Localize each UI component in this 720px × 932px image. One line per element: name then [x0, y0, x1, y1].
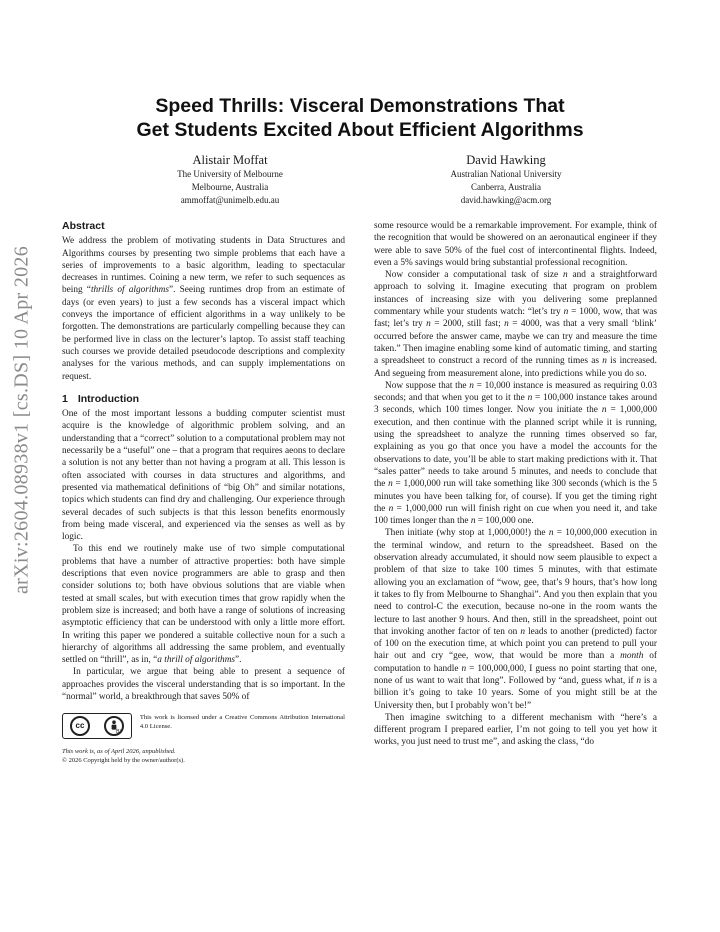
intro-paragraph-2: To this end we routinely make use of two simple computational problems that have a number of attractive properties: both have simple descriptions that even novice programmers are able to grasp and then consider solutions to; both have obvious solutions that are viable when tested at small scales, but with execution times that grow rapidly when the problem size is increased; and both have a range of solutions of increasing asymptotic efficiency that can be understood with only a little more effort. In writing this paper we pondered a suitable collective noun for a such a hierarchy of algorithms all addressing the same problem, and eventually settled on “thrill”, as in, “a thrill of algorithms”. [62, 544, 345, 666]
title-line-1: Speed Thrills: Visceral Demonstrations That [155, 95, 565, 117]
author-block-1 [120, 152, 340, 207]
arxiv-identifier: arXiv:2604.08938v1 [cs.DS] 10 Apr 2026 [10, 245, 33, 595]
right-paragraph-3: Now suppose that the n = 10,000 instance is measured as requiring 0.03 seconds; and that when you get to it the n = 100,000 instance takes around 3 seconds, which 100 times longer. Now you initiate the n = 1,000,000 execution, and then continue with the planned script while it is running, using the spreadsheet to analyze the running times observed so far, explaining as you go that once you have a model the accounts for the observations to date, you’ll be able to start making predictions with it. That “sales patter” needs to take around 5 minutes, and needs to conclude that the n = 1,000,000 run will take something like 300 seconds (which is the 5 minutes you have been talking for, of course). If you get the timing right the n = 1,000,000 run will finish right on cue when you need it, and take 100 times longer than the n = 100,000 one. [374, 380, 657, 527]
title-line-2: Get Students Excited About Efficient Algorithms [136, 119, 584, 141]
author-affiliation: The University of Melbourne [177, 169, 283, 179]
footnote-status: This work is, as of April 2026, unpublished. [62, 748, 176, 756]
abstract-text: We address the problem of motivating students in Data Structures and Algorithms courses by presenting two simple problems that each have a series of improvements to a basic algorithm, leading to spectacular decreases in runtimes. Coining a new term, we refer to such sequences as being “thrills of algorithms”. Seeing runtimes drop from an estimate of days (or even years) to just a few seconds has a visceral impact which conveys the importance of efficient algorithms in a way unlikely to be forgotten. The demonstrations are particularly compelling because they can be performed live in class on the lecturer’s laptop. To assist staff teaching such courses we provide detailed pseudocode descriptions and complexity analyses for the various methods, and can supply implementations on request. [62, 236, 346, 382]
intro-paragraph-1: One of the most important lessons a budding computer scientist must acquire is the knowledge of algorithmic problem solving, and an understanding that a “correct” solution to a computational problem may not necessarily be a “useful” one – that a program that requires aeons to declare a solution is not any better than not having a program at all. This lesson is often associated with courses in data structures and algorithms, and presented via mathematical definitions of “big Oh” and similar notations, topics which students can find dry and challenging. Our experience through several decades of such subjects is that this lesson benefits enormously from being made visceral, and experienced via the senses as well as by logic. [62, 409, 345, 543]
author-affiliation: Australian National University [450, 169, 562, 179]
paper-title [70, 94, 650, 142]
author-location: Canberra, Australia [471, 182, 541, 192]
author-email: david.hawking@acm.org [460, 195, 552, 205]
author-location: Melbourne, Australia [191, 182, 269, 192]
right-column [374, 220, 657, 749]
arxiv-side-stamp [4, 0, 40, 932]
cc-circle-icon: cc [70, 716, 90, 736]
author-name: Alistair Moffat [192, 153, 268, 167]
author-block-2 [396, 152, 616, 207]
intro-paragraph-3: In particular, we argue that being able to present a sequence of approaches provides the visceral understanding that is so important. In the “normal” world, a breakthrough that saves 50% of [62, 667, 345, 702]
section-number: 1 [62, 392, 68, 405]
author-email: ammoffat@unimelb.edu.au [180, 195, 280, 205]
footnote [62, 747, 345, 765]
right-paragraph-5: Then imagine switching to a different mechanism with “here’s a different program I prepared earlier, I’m not going to tell you yet how it works, you just need to trust me”, and asking the class, “do [374, 712, 657, 748]
section-heading-introduction [62, 393, 345, 405]
right-paragraph-2: Now consider a computational task of size n and a straightforward approach to solving it. Imagine executing that program on problem instances of increasing size with you delivering some preplanned commentary while your students watch: “let’s try n = 1000, wow, that was fast; let’s try n = 2000, still fast; n = 4000, was that a very small ‘blink’ occurred before the answer came, maybe we can try and measure the time taken.” Then imagine enabling some kind of automatic timing, and starting a spreadsheet to construct a record of the running times as n is increased. And segueing from measurement alone, into predictions while you do so. [374, 270, 657, 379]
cc-by-badge-icon[interactable] [62, 713, 132, 739]
right-paragraph-1: some resource would be a remarkable improvement. For example, think of the recognition that would be showered on an aeronautical engineer if they were able to save 50% of the fuel cost of intercontinental flights. Indeed, even a 5% savings would bring substantial professional recognition. [374, 221, 657, 268]
abstract-heading: Abstract [62, 220, 105, 232]
section-title: Introduction [77, 392, 140, 405]
left-column [62, 220, 345, 765]
license-block [62, 713, 345, 739]
right-paragraph-4: Then initiate (why stop at 1,000,000!) the n = 10,000,000 execution in the terminal window, and return to the spreadsheet. Based on the observation already accumulated, it should now seem plausible to expect a problem of that size to take 100 times 5 minutes, with that estimate allowing you an exclamation of “wow, gee, that’s 9 hours, that’s how long it takes to fly from Melbourne to Shanghai”. And you then explain that you need to control-C the execution, because no-one in the room wants the lecture to last another 9 hours. And then, still in the spreadsheet, point out that invoking another factor of ten on n leads to another (predicted) factor of 100 on the execution time, at which point you can pretend to pull your hair out and cry “gee, wow, that would be more than a month of computation to handle n = 100,000,000, I guess no point starting that one, none of us want to wait that long”. Followed by “and, guess what, if n is a billion it’s going to take 10 years. Some of you might still be at the University then, but I probably won’t be!” [374, 528, 657, 711]
footnote-copyright: © 2026 Copyright held by the owner/author(s). [62, 757, 185, 765]
license-text: This work is licensed under a Creative Commons Attribution International 4.0 License. [139, 714, 345, 731]
by-label: BY [116, 728, 123, 735]
author-name: David Hawking [466, 153, 546, 167]
